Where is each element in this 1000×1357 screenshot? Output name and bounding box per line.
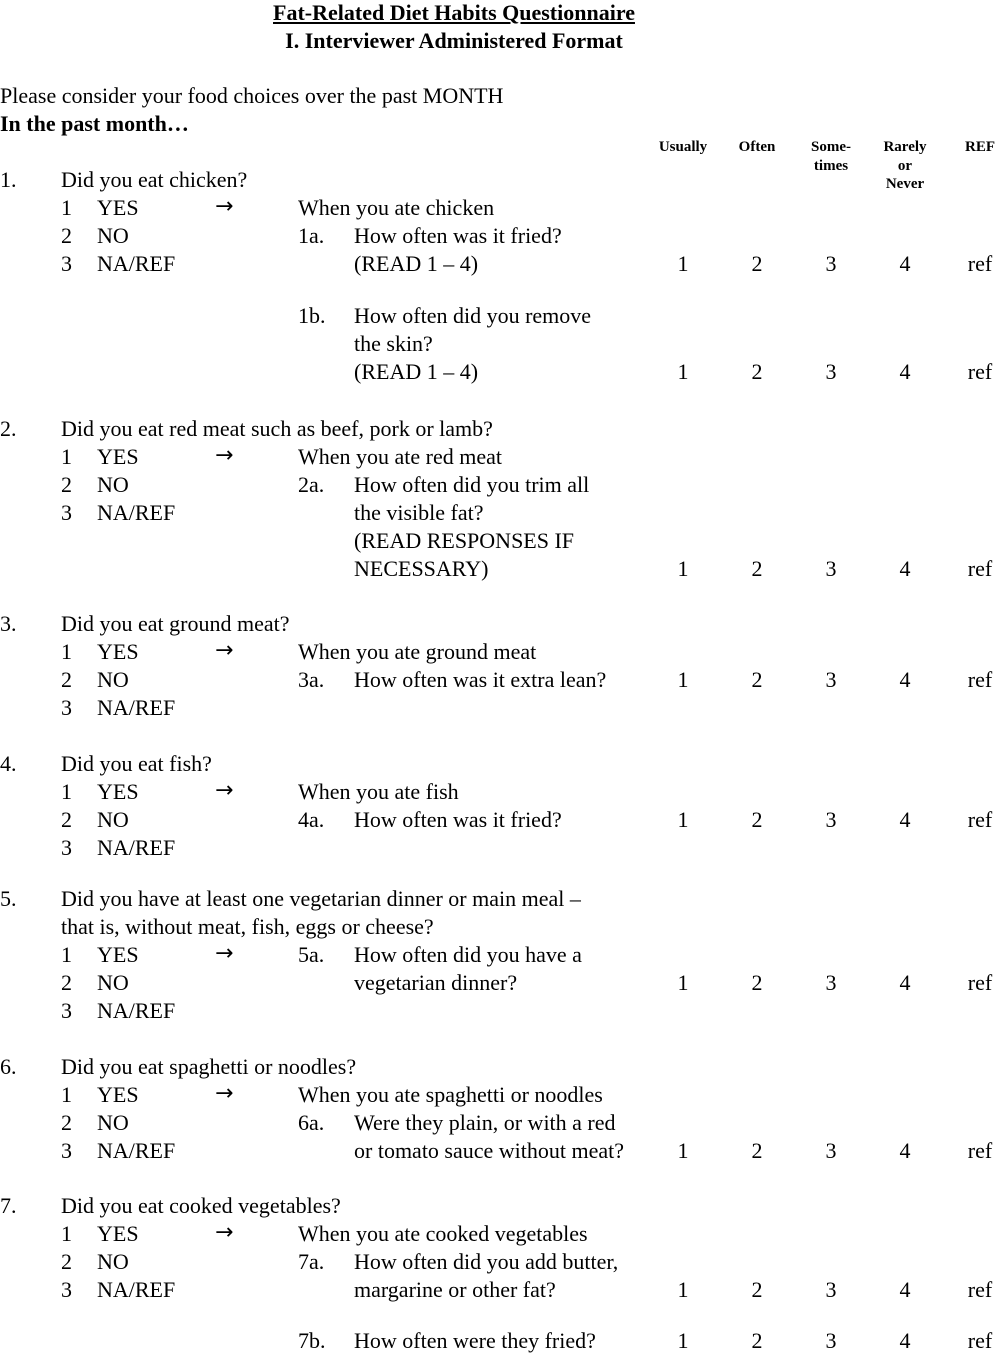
subquestion-number: 3a. (298, 667, 325, 692)
subquestion-number: 1b. (298, 303, 326, 328)
scale-response-3: 3 (825, 359, 837, 384)
question-number: 4. (0, 751, 17, 776)
option-label: NO (97, 667, 129, 692)
scale-response-3: 3 (825, 1277, 837, 1302)
scale-response-3: 3 (825, 1138, 837, 1163)
option-label: NO (97, 472, 129, 497)
arrow-right-icon: → (215, 1081, 234, 1106)
question-number: 5. (0, 886, 17, 911)
subquestion-text: NECESSARY) (354, 556, 489, 581)
option-code: 3 (61, 1277, 72, 1302)
arrow-right-icon: → (215, 1220, 234, 1245)
option-code: 3 (61, 251, 72, 276)
page-title: Fat-Related Diet Habits Questionnaire (273, 0, 635, 25)
scale-header-rarely-never: Rarely or Never (883, 139, 927, 192)
scale-response-2: 2 (751, 1138, 763, 1163)
option-label: YES (97, 444, 139, 469)
option-label: NO (97, 807, 129, 832)
option-code: 1 (61, 942, 72, 967)
subquestion-text: How often was it fried? (354, 223, 562, 248)
question-number: 3. (0, 611, 17, 636)
option-label: NO (97, 1110, 129, 1135)
option-code: 1 (61, 639, 72, 664)
scale-response-1: 1 (677, 251, 689, 276)
option-code: 3 (61, 1138, 72, 1163)
option-label: NO (97, 970, 129, 995)
subquestion-text: How often was it extra lean? (354, 667, 607, 692)
scale-response-2: 2 (751, 556, 763, 581)
option-code: 1 (61, 195, 72, 220)
scale-header-often: Often (738, 139, 776, 155)
intro-text: Please consider your food choices over the past MONTH (0, 83, 504, 108)
question-number: 6. (0, 1054, 17, 1079)
scale-response-5: ref (967, 251, 993, 276)
scale-response-1: 1 (677, 1328, 689, 1353)
option-code: 3 (61, 998, 72, 1023)
option-label: NA/REF (97, 500, 176, 525)
question-text: Did you eat spaghetti or noodles? (61, 1054, 357, 1079)
subquestion-text: (READ RESPONSES IF (354, 528, 575, 553)
subquestion-text: How often did you remove (354, 303, 592, 328)
option-code: 2 (61, 1110, 72, 1135)
option-code: 3 (61, 500, 72, 525)
followup-lead: When you ate spaghetti or noodles (298, 1082, 603, 1107)
scale-response-4: 4 (899, 1277, 911, 1302)
arrow-right-icon: → (215, 194, 234, 219)
subquestion-text: (READ 1 – 4) (354, 359, 479, 384)
option-label: YES (97, 195, 139, 220)
arrow-right-icon: → (215, 941, 234, 966)
arrow-right-icon: → (215, 638, 234, 663)
scale-response-3: 3 (825, 970, 837, 995)
scale-response-3: 3 (825, 251, 837, 276)
question-text: Did you eat red meat such as beef, pork or lamb? (61, 416, 493, 441)
option-label: YES (97, 779, 139, 804)
subquestion-text: the visible fat? (354, 500, 484, 525)
option-code: 2 (61, 807, 72, 832)
scale-response-1: 1 (677, 556, 689, 581)
question-text: Did you eat cooked vegetables? (61, 1193, 341, 1218)
arrow-right-icon: → (215, 778, 234, 803)
subquestion-number: 7a. (298, 1249, 325, 1274)
question-text: Did you eat chicken? (61, 167, 248, 192)
scale-response-5: ref (967, 970, 993, 995)
scale-response-2: 2 (751, 251, 763, 276)
subquestion-number: 7b. (298, 1328, 326, 1353)
scale-response-4: 4 (899, 807, 911, 832)
option-code: 1 (61, 1221, 72, 1246)
option-code: 1 (61, 779, 72, 804)
subquestion-text: vegetarian dinner? (354, 970, 518, 995)
option-label: NO (97, 223, 129, 248)
option-label: YES (97, 1082, 139, 1107)
question-text: Did you have at least one vegetarian dinner or main meal – (61, 886, 581, 911)
option-label: NO (97, 1249, 129, 1274)
option-label: NA/REF (97, 835, 176, 860)
scale-response-4: 4 (899, 1328, 911, 1353)
subquestion-text: How often was it fried? (354, 807, 562, 832)
scale-response-3: 3 (825, 1328, 837, 1353)
scale-response-4: 4 (899, 1138, 911, 1163)
followup-lead: When you ate ground meat (298, 639, 537, 664)
scale-response-2: 2 (751, 1328, 763, 1353)
subquestion-text: How often did you trim all (354, 472, 590, 497)
scale-response-1: 1 (677, 807, 689, 832)
scale-response-3: 3 (825, 667, 837, 692)
option-code: 2 (61, 1249, 72, 1274)
scale-header-usually: Usually (658, 139, 708, 155)
scale-response-5: ref (967, 1328, 993, 1353)
option-code: 1 (61, 1082, 72, 1107)
subquestion-text: or tomato sauce without meat? (354, 1138, 625, 1163)
page-subtitle: I. Interviewer Administered Format (285, 28, 623, 53)
question-number: 2. (0, 416, 17, 441)
scale-response-5: ref (967, 1138, 993, 1163)
scale-response-5: ref (967, 667, 993, 692)
option-label: NA/REF (97, 251, 176, 276)
lead-text: In the past month… (0, 111, 189, 136)
scale-response-4: 4 (899, 359, 911, 384)
option-label: NA/REF (97, 695, 176, 720)
subquestion-number: 4a. (298, 807, 325, 832)
followup-lead: When you ate fish (298, 779, 459, 804)
option-label: NA/REF (97, 1138, 176, 1163)
question-number: 7. (0, 1193, 17, 1218)
option-label: YES (97, 942, 139, 967)
question-text: Did you eat ground meat? (61, 611, 290, 636)
scale-response-5: ref (967, 556, 993, 581)
scale-response-1: 1 (677, 359, 689, 384)
followup-lead: When you ate red meat (298, 444, 503, 469)
option-code: 2 (61, 970, 72, 995)
question-text-continued: that is, without meat, fish, eggs or cheese? (61, 914, 434, 939)
scale-response-2: 2 (751, 1277, 763, 1302)
subquestion-text: How often were they fried? (354, 1328, 596, 1353)
followup-lead: When you ate cooked vegetables (298, 1221, 588, 1246)
scale-header-ref: REF (965, 139, 995, 155)
scale-response-1: 1 (677, 970, 689, 995)
option-label: NA/REF (97, 998, 176, 1023)
option-code: 3 (61, 835, 72, 860)
option-label: YES (97, 639, 139, 664)
subquestion-number: 2a. (298, 472, 325, 497)
option-label: YES (97, 1221, 139, 1246)
subquestion-number: 6a. (298, 1110, 325, 1135)
scale-response-4: 4 (899, 970, 911, 995)
subquestion-number: 5a. (298, 942, 325, 967)
question-number: 1. (0, 167, 17, 192)
option-code: 1 (61, 444, 72, 469)
scale-response-3: 3 (825, 556, 837, 581)
option-label: NA/REF (97, 1277, 176, 1302)
scale-response-5: ref (967, 807, 993, 832)
scale-response-5: ref (967, 359, 993, 384)
option-code: 2 (61, 223, 72, 248)
scale-response-1: 1 (677, 1138, 689, 1163)
option-code: 2 (61, 667, 72, 692)
subquestion-text: How often did you add butter, (354, 1249, 619, 1274)
option-code: 2 (61, 472, 72, 497)
scale-response-2: 2 (751, 807, 763, 832)
scale-response-1: 1 (677, 667, 689, 692)
arrow-right-icon: → (215, 443, 234, 468)
subquestion-text: How often did you have a (354, 942, 582, 967)
scale-response-3: 3 (825, 807, 837, 832)
scale-header-sometimes: Some- times (811, 139, 851, 174)
question-text: Did you eat fish? (61, 751, 212, 776)
subquestion-text: (READ 1 – 4) (354, 251, 479, 276)
scale-response-2: 2 (751, 359, 763, 384)
subquestion-number: 1a. (298, 223, 325, 248)
scale-response-5: ref (967, 1277, 993, 1302)
subquestion-text: Were they plain, or with a red (354, 1110, 616, 1135)
scale-response-2: 2 (751, 970, 763, 995)
subquestion-text: margarine or other fat? (354, 1277, 556, 1302)
scale-response-1: 1 (677, 1277, 689, 1302)
option-code: 3 (61, 695, 72, 720)
followup-lead: When you ate chicken (298, 195, 495, 220)
scale-response-4: 4 (899, 556, 911, 581)
scale-response-2: 2 (751, 667, 763, 692)
subquestion-text: the skin? (354, 331, 433, 356)
scale-response-4: 4 (899, 667, 911, 692)
scale-response-4: 4 (899, 251, 911, 276)
